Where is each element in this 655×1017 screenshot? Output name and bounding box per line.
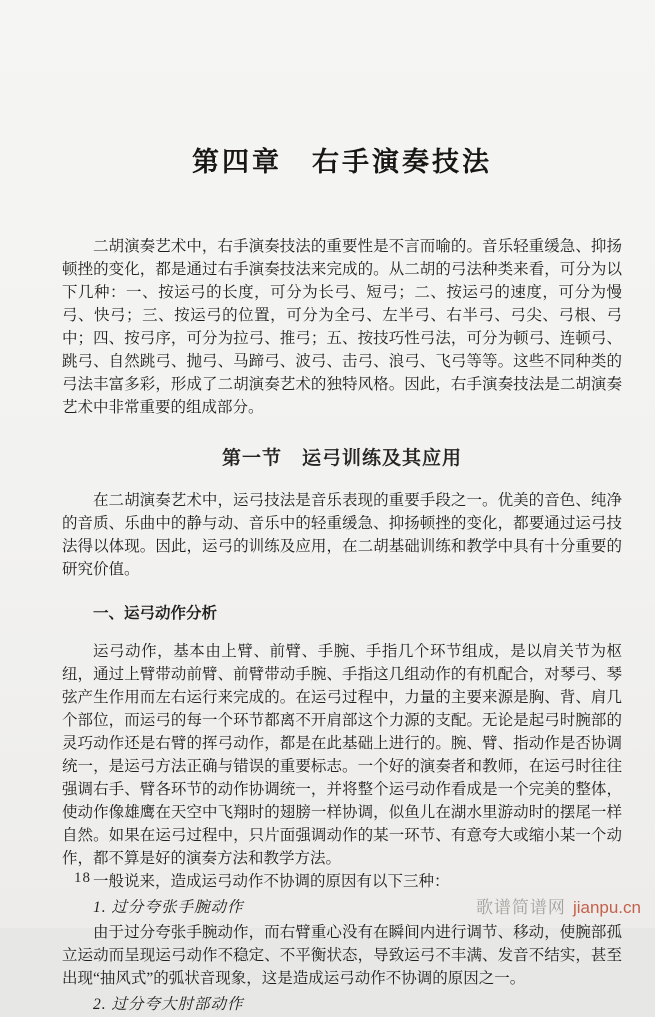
- section-intro-paragraph: 在二胡演奏艺术中，运弓技法是音乐表现的重要手段之一。优美的音色、纯净的音质、乐曲中的静与动、音乐中的轻重缓急、抑扬顿挫的变化，都要通过运弓技法得以体现。因此，运弓的训练及应用，在二胡基础训练和教学中具有十分重要的研究价值。: [62, 492, 622, 578]
- causes-lead-paragraph: 一般说来，造成运弓动作不协调的原因有以下三种：: [93, 873, 450, 890]
- cause-2-heading: 2. 过分夸大肘部动作: [93, 996, 244, 1013]
- watermark: [476, 893, 641, 918]
- page-content: [62, 0, 622, 1017]
- intro-paragraph: 二胡演奏艺术中，右手演奏技法的重要性是不言而喻的。音乐轻重缓急、抑扬顿挫的变化，都是通过右手演奏技法来完成的。从二胡的弓法种类来看，可分为以下几种：一、按运弓的长度，可分为长弓、短弓；二、按运弓的速度，可分为慢弓、快弓；三、按运弓的位置，可分为全弓、左半弓、右半弓、弓尖、弓根、弓中；四、按弓序，可分为拉弓、推弓；五、按技巧性弓法，可分为顿弓、连顿弓、跳弓、自然跳弓、抛弓、马蹄弓、波弓、击弓、浪弓、飞弓等等。这些不同种类的弓法丰富多彩，形成了二胡演奏艺术的独特风格。因此，右手演奏技法是二胡演奏艺术中非常重要的组成部分。: [62, 238, 622, 416]
- page-number: 18: [74, 870, 91, 886]
- cause-1-heading: 1. 过分夸张手腕动作: [93, 899, 244, 916]
- chapter-title: 第四章 右手演奏技法: [192, 147, 492, 177]
- section-title: 第一节 运弓训练及其应用: [221, 448, 462, 469]
- analysis-paragraph: 运弓动作，基本由上臂、前臂、手腕、手指几个环节组成，是以肩关节为枢纽，通过上臂带动前臂、前臂带动手腕、手指这几组动作的有机配合，对琴弓、琴弦产生作用而左右运行来完成的。在运弓过程中，力量的主要来源是胸、背、肩几个部位，而运弓的每一个环节都离不开肩部这个力源的支配。无论是起弓时腕部的灵巧动作还是右臂的挥弓动作，都是在此基础上进行的。腕、臂、指动作是否协调统一，是运弓方法正确与错误的重要标志。一个好的演奏者和教师，在运弓时往往强调右手、臂各环节的动作协调统一，并将整个运弓动作看成是一个完美的整体，使动作像雄鹰在天空中飞翔时的翅膀一样协调，似鱼儿在湖水里游动时的摆尾一样自然。如果在运弓过程中，只片面强调动作的某一环节、有意夸大或缩小某一个动作，都不算是好的演奏方法和教学方法。: [62, 643, 622, 867]
- cause-1-paragraph: 由于过分夸张手腕动作，而右臂重心没有在瞬间内进行调节、移动，使腕部孤立运动而呈现运弓动作不稳定、不平衡状态，导致运弓不丰满、发音不结实，甚至出现“抽风式”的弧状音现象，这是造成运弓动作不协调的原因之一。: [62, 924, 622, 987]
- subsection-heading: 一、运弓动作分析: [93, 605, 218, 622]
- watermark-site-name: 歌谱简谱网: [475, 898, 566, 917]
- watermark-site-url: jianpu.cn: [572, 898, 641, 917]
